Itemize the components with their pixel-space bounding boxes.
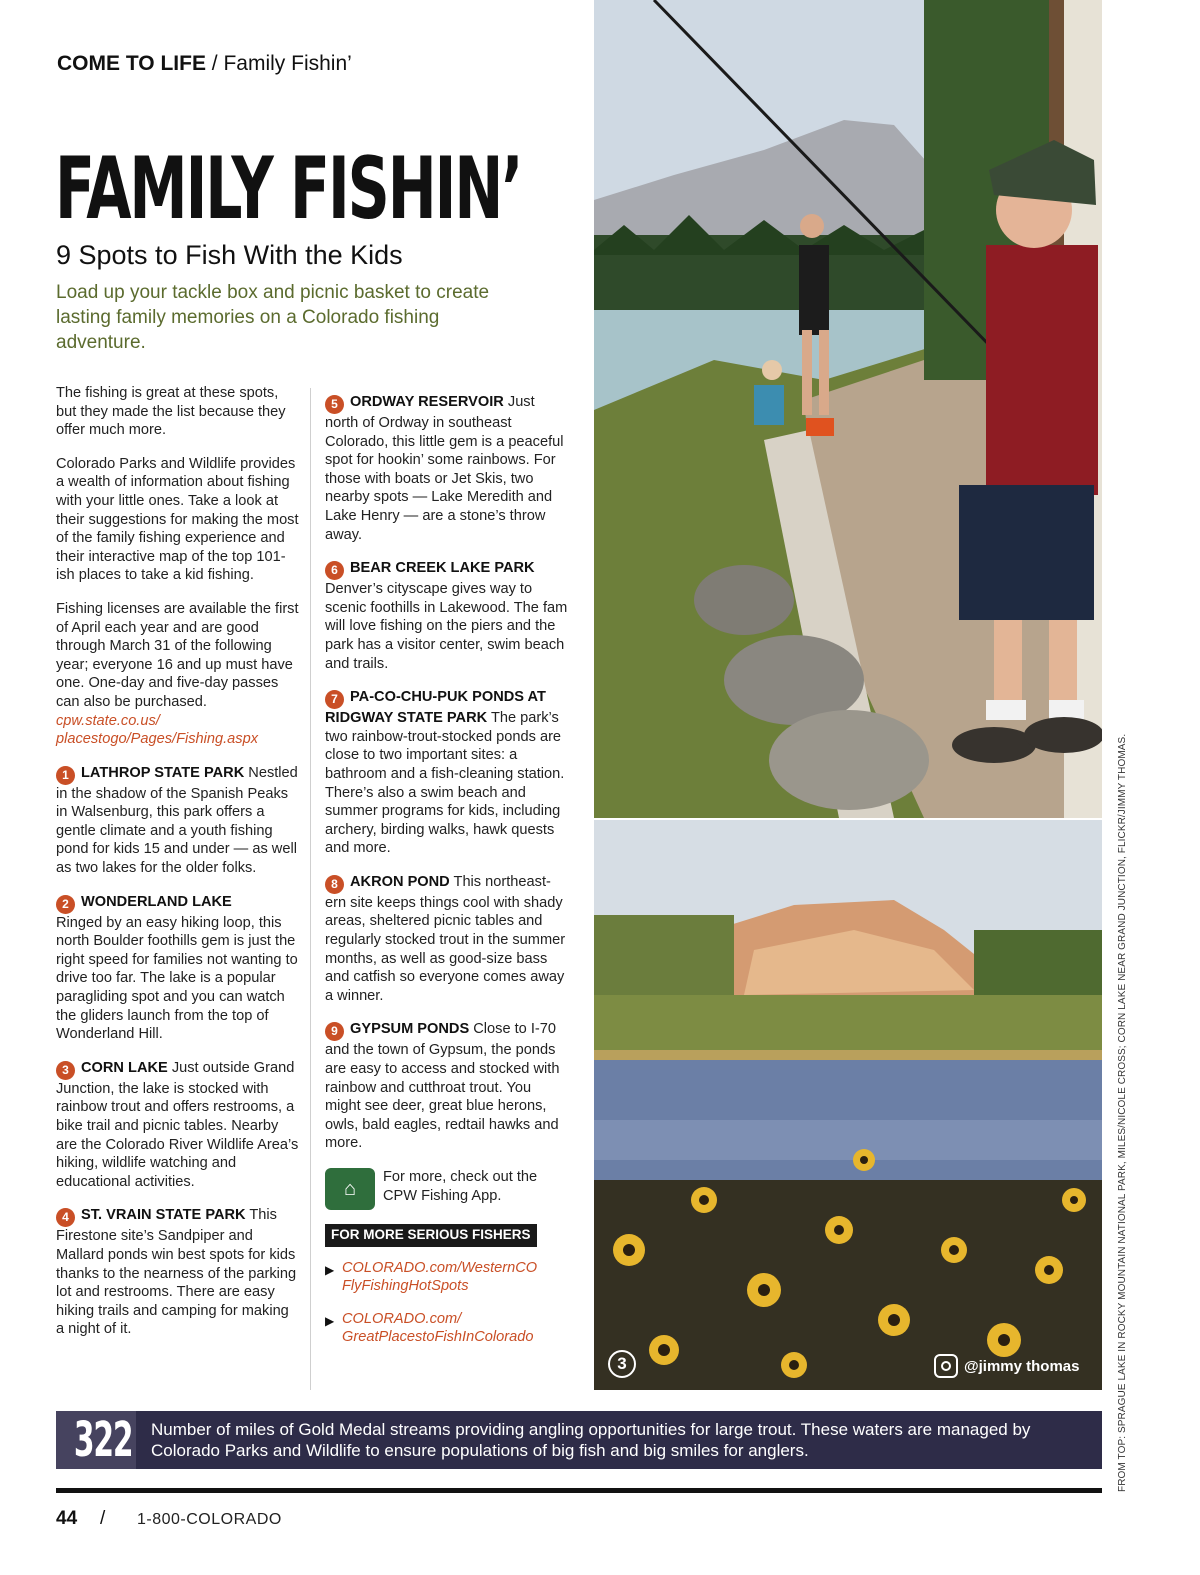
page-title: FAMILY FISHIN’: [55, 139, 522, 239]
footer-separator: /: [100, 1508, 106, 1529]
spot-number-badge: 2: [56, 895, 75, 914]
spot-item: [325, 559, 570, 673]
spot-item: [56, 1206, 300, 1339]
spot-name: ST. VRAIN STATE PARK: [81, 1207, 246, 1224]
photo-number-badge: 3: [608, 1350, 636, 1378]
spot-name: BEAR CREEK LAKE PARK: [350, 560, 535, 577]
spot-description: This Firestone site’s Sandpiper and Mallard ponds win best spots for kids thanks to the nearness of the parking lot and restrooms. There are easy hiking trails and camping for making a night of it.: [56, 1207, 297, 1338]
spot-number-badge: 7: [325, 690, 344, 709]
cpw-fishing-link[interactable]: cpw.state.co.us/ placestogo/Pages/Fishing.aspx: [56, 712, 259, 748]
spot-number-badge: 5: [325, 395, 344, 414]
spot-name: ORDWAY RESERVOIR: [350, 394, 504, 410]
spot-description: Denver’s cityscape gives way to scenic foothills in Lakewood. The fam will love fishing on the piers and the park has a visitor center, swim beach and trails.: [325, 581, 568, 672]
spot-name: WONDERLAND LAKE: [81, 893, 232, 910]
stat-number-value: 322: [73, 1412, 133, 1468]
spot-item: [325, 1020, 570, 1153]
fly-fishing-link[interactable]: COLORADO.com/WesternCO FlyFishingHotSpots: [342, 1259, 538, 1295]
triangle-bullet-icon: ▶: [325, 1262, 335, 1277]
licenses-paragraph: [56, 600, 300, 749]
column-left: [56, 384, 300, 1354]
photo-credit: FROM TOP: SPRAGUE LAKE IN ROCKY MOUNTAIN NATIONAL PARK, MILES/NICOLE CROSS; CORN LAKE NEAR GRAND JUNCTION, FLICKR/JIMMY THOMAS.: [1117, 733, 1128, 1492]
great-places-link[interactable]: COLORADO.com/ GreatPlacestoFishInColorado: [342, 1310, 534, 1346]
spot-item: [56, 1059, 300, 1192]
spot-number-badge: 8: [325, 875, 344, 894]
spot-number-badge: 9: [325, 1022, 344, 1041]
app-note: For more, check out the CPW Fishing App.: [383, 1169, 538, 1204]
cpw-app-promo: [325, 1168, 570, 1210]
spot-name: PA-CO-CHU-PUK PONDS AT RIDGWAY STATE PARK: [325, 689, 546, 727]
serious-link-item: [325, 1259, 570, 1296]
spot-description: Close to I-70 and the town of Gypsum, the ponds are easy to access and stocked with rainbow and cutthroat trout. You might see deer, great blue herons, owls, bald eagles, redtail hawks and more.: [325, 1021, 560, 1152]
instagram-handle: @jimmy thomas: [964, 1357, 1080, 1375]
spot-name: CORN LAKE: [81, 1059, 168, 1076]
stat-text: Number of miles of Gold Medal streams providing angling opportunities for large trout. These waters are managed by Colorado Parks and Wildlife to ensure populations of big fish and big smiles for anglers.: [151, 1420, 1031, 1460]
triangle-bullet-icon: ▶: [325, 1313, 335, 1328]
section-label: [57, 52, 352, 76]
licenses-text: Fishing licenses are available the first of April each year and are good through March 31 of the following year; everyone 16 and up must have one. One-day and five-day passes can also be purchased.: [56, 600, 299, 710]
spot-item: [325, 688, 570, 858]
instagram-icon: [934, 1354, 958, 1378]
serious-fishers-heading: FOR MORE SERIOUS FISHERS: [325, 1224, 537, 1247]
instagram-credit: [934, 1354, 1080, 1378]
spot-number-badge: 6: [325, 561, 344, 580]
section-separator: /: [205, 52, 224, 75]
column-divider: [310, 388, 311, 1390]
page-number: 44: [56, 1508, 78, 1529]
stat-number: [56, 1411, 136, 1469]
spot-description: The park’s two rainbow-trout-stocked ponds are close to two important sites: a bathroom and a fish-cleaning station. There’s also a swim beach and summer programs for kids, including archery, birding walks, hawk quests and more.: [325, 710, 565, 857]
column-middle: [325, 393, 570, 1361]
spot-item: [325, 873, 570, 1006]
spot-description: Ringed by an easy hiking loop, this north Boulder foothills gem is just the right speed for families not wanting to drive too far. The lake is a popular paragliding spot and you can watch the gliders launch from the top of Wonderland Hill.: [56, 914, 298, 1043]
footer-phone: 1-800-COLORADO: [137, 1511, 282, 1528]
stat-callout: [56, 1411, 1102, 1469]
spot-number-badge: 3: [56, 1061, 75, 1080]
section-name: COME TO LIFE: [57, 52, 206, 75]
spot-description: Just north of Ordway in southeast Colorado, this little gem is a peaceful spot for hookin’ some rainbows. For those with boats or Jet Skis, two nearby spots — Lake Meredith and Lake Henry — are a stone’s throw away.: [325, 394, 564, 543]
spot-name: LATHROP STATE PARK: [81, 764, 245, 781]
spot-item: [56, 764, 300, 878]
body-paragraph: Colorado Parks and Wildlife provides a wealth of information about fishing with your little ones. Take a look at their suggestions for making the most of the family fishing experience and their interactive map of the top 101-ish places to take a kid fishing.: [56, 455, 299, 584]
spot-number-badge: 4: [56, 1208, 75, 1227]
body-paragraph: The fishing is great at these spots, but they made the list because they offer much more.: [56, 385, 286, 439]
photo-sprague-lake: [594, 0, 1102, 818]
spot-item: [325, 393, 570, 544]
spot-description: This northeast-ern site keeps things cool with shady areas, sheltered picnic tables and regularly stocked trout in the summer months, as well as good-size bass and catfish so everyone comes away a winner.: [325, 873, 566, 1004]
spot-description: Just outside Grand Junction, the lake is stocked with rainbow trout and offers restrooms, a bike trail and picnic tables. Nearby are the Colorado River Wildlife Area’s hiking, wildlife watching and educational activities.: [56, 1059, 299, 1190]
serious-link-item: [325, 1310, 570, 1347]
footer-rule: [56, 1488, 1102, 1493]
section-topic: Family Fishin’: [223, 52, 352, 75]
spot-name: GYPSUM PONDS: [350, 1021, 470, 1038]
spot-number-badge: 1: [56, 766, 75, 785]
spot-description: Nestled in the shadow of the Spanish Peaks in Walsenburg, this park offers a gentle climate and a youth fishing pond for kids 15 and under — as well as two lakes for the older folks.: [56, 764, 298, 877]
page-subtitle: 9 Spots to Fish With the Kids: [56, 240, 403, 270]
spot-name: AKRON POND: [350, 873, 450, 890]
intro-text: Load up your tackle box and picnic basket to create lasting family memories on a Colorado fishing adventure.: [56, 282, 490, 353]
photo-corn-lake: [594, 820, 1102, 1390]
fish-app-icon[interactable]: ⌂: [325, 1168, 375, 1210]
spot-item: [56, 893, 300, 1044]
